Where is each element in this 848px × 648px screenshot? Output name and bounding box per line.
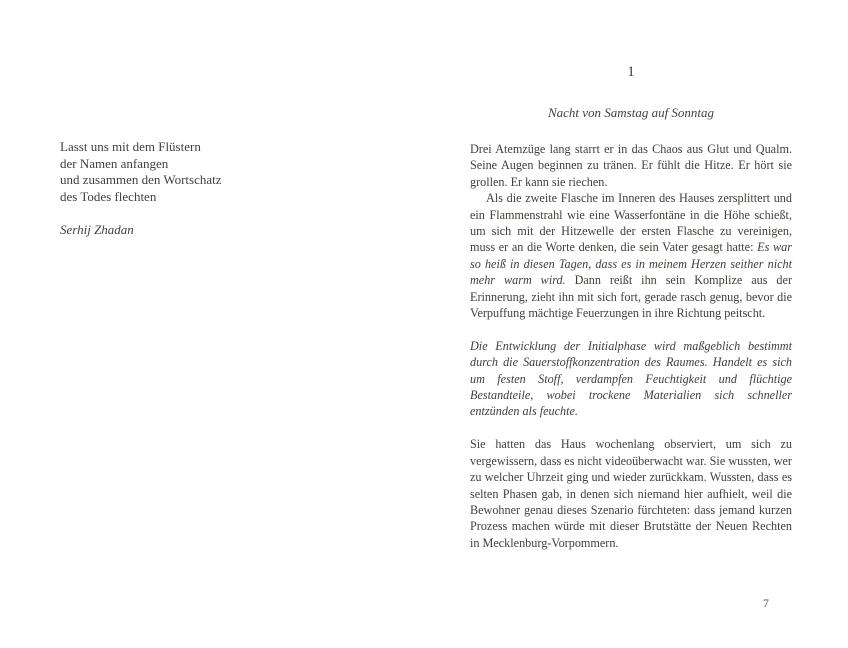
body-paragraph xyxy=(470,190,792,321)
body-paragraph xyxy=(470,436,792,551)
text-run: Als die zweite Flasche im Inneren des Hauses zersplittert und ein Flammenstrahl wie eine Wasserfontäne in die Höhe schießt, um sich mit der Hitzewelle der ersten Flasche zu vereinigen, muss er an die Worte denken, die sein Vater gesagt hatte: xyxy=(470,191,792,255)
italic-run: Die Entwicklung der Initialphase wird maßgeblich bestimmt durch die Sauerstoffkonzentration des Raumes. Handelt es sich um festen Stoff, verdampfen Feuchtigkeit und flüchtige Bestandteile, wobei trockene Materialien sich schneller entzünden als feuchte. xyxy=(470,338,792,419)
text-run: Dann reißt ihn sein Komplize aus der Erinnerung, zieht ihn mit sich fort, gerade rasch genug, bevor die Verpuffung mächtige Feuerzungen in ihre Richtung peitscht. xyxy=(470,273,792,321)
page-number: 7 xyxy=(763,596,769,610)
epigraph-lines xyxy=(60,139,390,205)
text-run: Drei Atemzüge lang starrt er in das Chaos aus Glut und Qualm. Seine Augen beginnen zu tränen. Er fühlt die Hitze. Er hört sie grollen. Er kann sie riechen. xyxy=(470,142,792,189)
chapter-subtitle: Nacht von Samstag auf Sonntag xyxy=(547,105,715,120)
body-paragraph xyxy=(470,141,792,190)
body-paragraph xyxy=(470,338,792,420)
chapter-body xyxy=(470,141,792,551)
italic-run: Es war so heiß in diesen Tagen, dass es in meinem Herzen seither nicht mehr warm wird. xyxy=(470,240,792,288)
epigraph-line: des Todes flechten xyxy=(60,188,157,204)
epigraph-attribution: Serhij Zhadan xyxy=(60,221,134,237)
text-run: Sie hatten das Haus wochenlang observiert, um sich zu vergewissern, dass es nicht videoüberwacht war. Sie wussten, wer zu welcher Uhrzeit ging und wieder zurückkam. Wussten, dass es selten Phasen gab, in denen sich niemand hier aufhielt, weil die Bewohner genau dieses Szenario fürchteten: dass jemand kurzen Prozess machen würde mit dieser Brutstätte der Neuen Rechten in Mecklenburg-Vorpommern. xyxy=(470,437,792,550)
epigraph-line: und zusammen den Wortschatz xyxy=(60,172,222,188)
right-page xyxy=(470,62,792,551)
chapter-number: 1 xyxy=(627,64,635,80)
epigraph-line: Lasst uns mit dem Flüstern xyxy=(60,139,201,154)
epigraph-line: der Namen anfangen xyxy=(60,155,169,171)
left-page xyxy=(60,139,390,239)
